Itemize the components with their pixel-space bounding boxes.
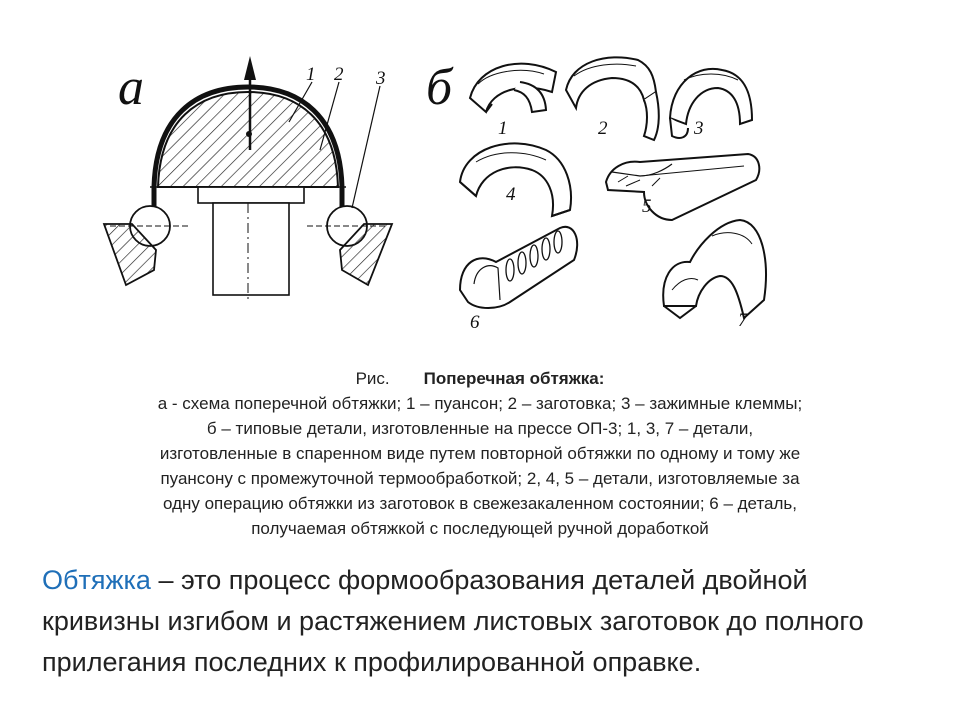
definition-term: Обтяжка [42,565,151,595]
caption-line-4: пуансону с промежуточной термообработкой; 2, 4, 5 – детали, изготовляемые за [160,469,800,488]
typical-parts [426,57,766,333]
caption-line-6: получаемая обтяжкой с последующей ручной доработкой [251,519,709,538]
part-number-1: 1 [498,118,508,139]
caption-line-1: а - схема поперечной обтяжки; 1 – пуансон; 2 – заготовка; 3 – зажимные клеммы; [157,394,803,413]
figure-caption [40,366,920,541]
scheme-number-1: 1 [306,64,316,85]
part-number-4: 4 [506,184,516,205]
part-5 [606,154,759,220]
scheme-number-3: 3 [376,68,386,89]
part-number-2: 2 [598,118,608,139]
part-number-7: 7 [738,310,748,331]
caption-prefix: Рис. [355,369,390,388]
scheme-number-2: 2 [334,64,344,85]
part-7 [663,220,766,318]
part-4 [460,143,571,216]
label-b: б [426,59,453,116]
punch-base [198,187,304,203]
part-3 [670,69,752,138]
definition-paragraph [42,560,922,683]
caption-heading [40,366,920,391]
part-number-6: 6 [470,312,480,333]
part-1 [470,64,556,112]
stretch-forming-scheme [104,56,392,300]
part-number-3: 3 [694,118,704,139]
caption-line-2: б – типовые детали, изготовленные на прессе ОП-3; 1, 3, 7 – детали, [206,419,754,438]
caption-line-3: изготовленные в спаренном виде путем повторной обтяжки по одному и тому же [159,444,801,463]
caption-line-5: одну операцию обтяжки из заготовок в свежезакаленном состоянии; 6 – деталь, [162,494,797,513]
part-2 [566,57,659,140]
definition-text: – это процесс формообразования деталей двойной кривизны изгибом и растяжением листовых заготовок до полного прилегания последних к профилированной оправке. [42,565,864,677]
label-a: а [118,59,144,116]
punch-rod [213,203,289,295]
part-number-5: 5 [642,196,652,217]
caption-title: Поперечная обтяжка: [423,369,605,388]
part-6 [460,227,577,308]
